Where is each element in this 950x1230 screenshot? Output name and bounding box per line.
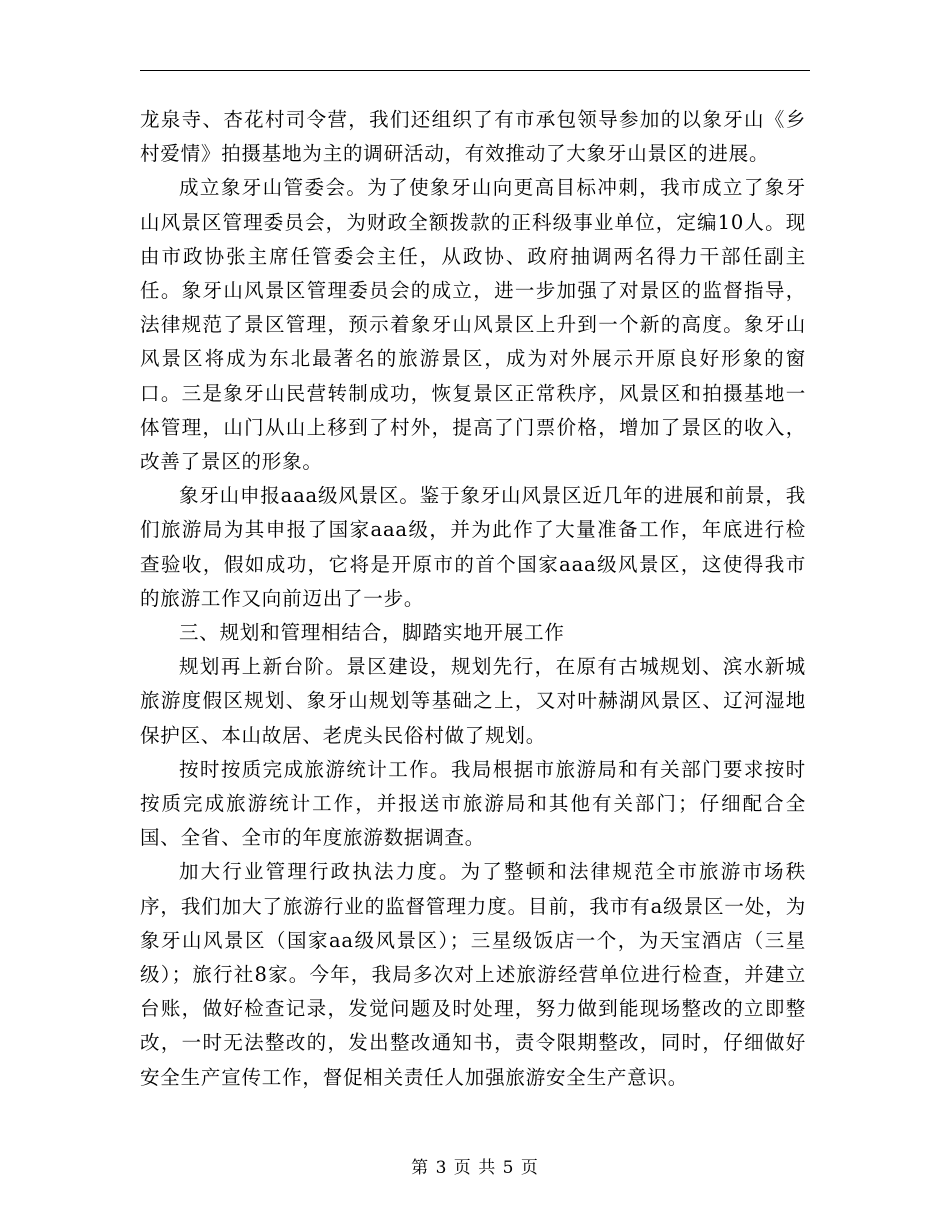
paragraph-statistics: 按时按质完成旅游统计工作。我局根据市旅游局和有关部门要求按时按质完成旅游统计工作，并报送市旅游局和其他有关部门；仔细配合全国、全省、全市的年度旅游数据调查。: [140, 757, 806, 850]
paragraph-planning: 规划再上新台阶。景区建设，规划先行，在原有古城规划、滨水新城旅游度假区规划、象牙山规划等基础之上，又对叶赫湖风景区、辽河湿地保护区、本山故居、老虎头民俗村做了规划。: [140, 655, 806, 747]
paragraph-aaa-application: 象牙山申报aaa级风景区。鉴于象牙山风景区近几年的进展和前景，我们旅游局为其申报了国家aaa级，并为此作了大量准备工作，年底进行检查验收，假如成功，它将是开原市的首个国家aaa级风景区，这使得我市的旅游工作又向前迈出了一步。: [140, 484, 806, 610]
section-heading-planning-management: 三、规划和管理相结合，脚踏实地开展工作: [179, 621, 565, 645]
document-body: [140, 103, 806, 1095]
paragraph-management-committee: 成立象牙山管委会。为了使象牙山向更高目标冲刺，我市成立了象牙山风景区管理委员会，为财政全额拨款的正科级事业单位，定编10人。现由市政协张主席任管委会主任，从政协、政府抽调两名得力干部任副主任。象牙山风景区管理委员会的成立，进一步加强了对景区的监督指导，法律规范了景区管理，预示着象牙山风景区上升到一个新的高度。象牙山风景区将成为东北最著名的旅游景区，成为对外展示开原良好形象的窗口。三是象牙山民营转制成功，恢复景区正常秩序，风景区和拍摄基地一体管理，山门从山上移到了村外，提高了门票价格，增加了景区的收入，改善了景区的形象。: [140, 176, 806, 474]
paragraph-continuation: 龙泉寺、杏花村司令营，我们还组织了有市承包领导参加的以象牙山《乡村爱情》拍摄基地为主的调研活动，有效推动了大象牙山景区的进展。: [140, 108, 806, 166]
paragraph-law-enforcement: 加大行业管理行政执法力度。为了整顿和法律规范全市旅游市场秩序，我们加大了旅游行业的监督管理力度。目前，我市有a级景区一处，为象牙山风景区（国家aa级风景区）；三星级饭店一个，为天宝酒店（三星级）；旅行社8家。今年，我局多次对上述旅游经营单位进行检查，并建立台账，做好检查记录，发觉问题及时处理，努力做到能现场整改的立即整改，一时无法整改的，发出整改通知书，责令限期整改，同时，仔细做好安全生产宣传工作，督促相关责任人加强旅游安全生产意识。: [140, 860, 806, 1089]
page-number-footer: 第 3 页 共 5 页: [411, 1158, 539, 1178]
header-rule: [140, 70, 810, 71]
